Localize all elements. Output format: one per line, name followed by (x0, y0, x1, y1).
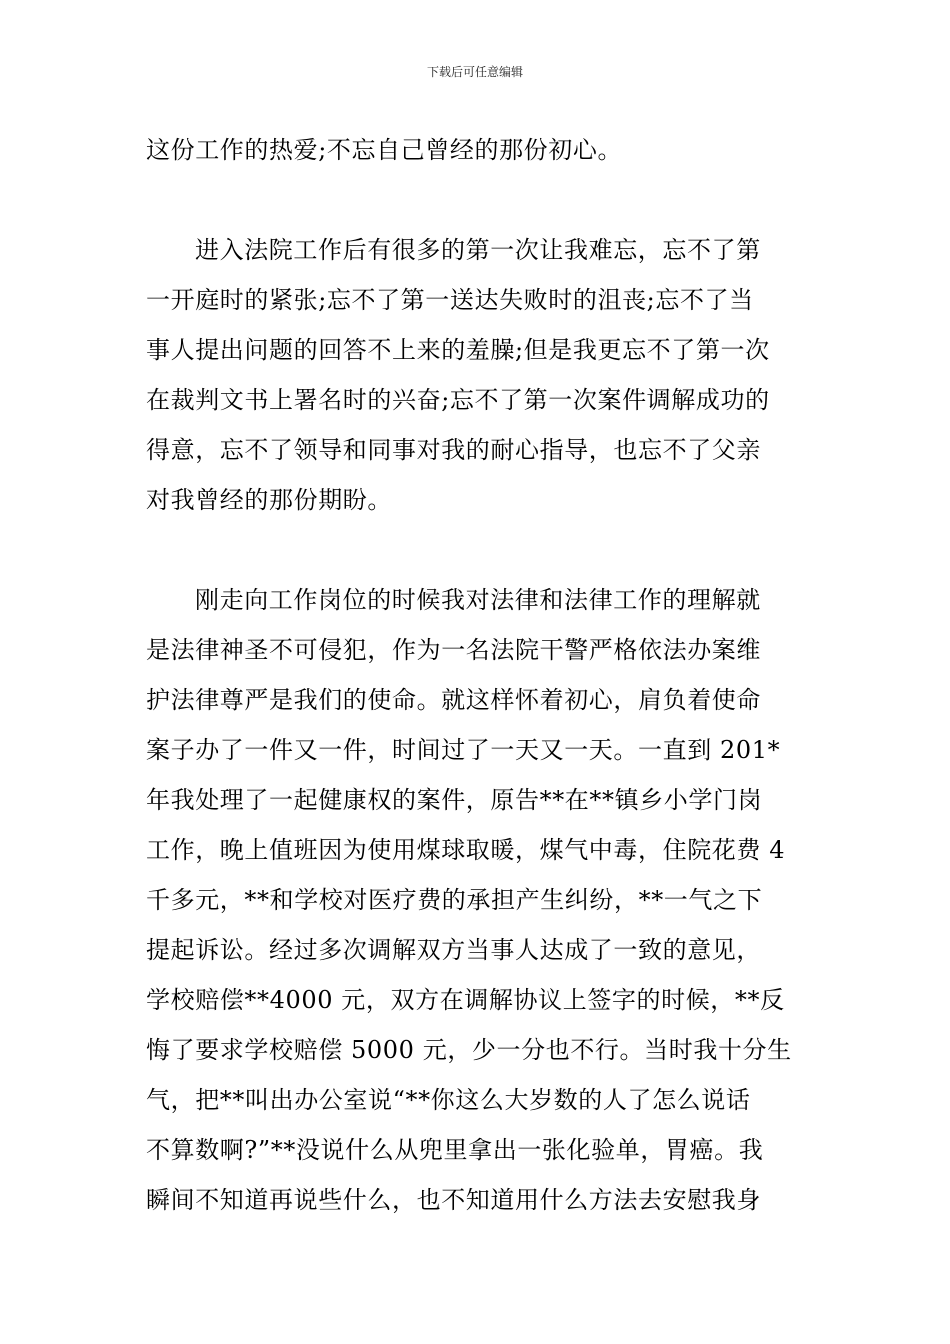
text-line: 学校赔偿**4000 元，双方在调解协议上签字的时候，**反 (146, 986, 785, 1014)
text-line: 刚走向工作岗位的时候我对法律和法律工作的理解就 (195, 586, 761, 614)
text-line: 案子办了一件又一件，时间过了一天又一天。一直到 201* (146, 736, 781, 764)
text-line: 悔了要求学校赔偿 5000 元，少一分也不行。当时我十分生 (146, 1036, 792, 1064)
text-line: 年我处理了一起健康权的案件，原告**在**镇乡小学门岗 (146, 786, 763, 814)
text-line: 工作，晚上值班因为使用煤球取暖，煤气中毒，住院花费 4 (146, 836, 786, 864)
text-line: 提起诉讼。经过多次调解双方当事人达成了一致的意见， (146, 936, 761, 964)
text-line: 千多元，**和学校对医疗费的承担产生纠纷，**一气之下 (146, 886, 763, 914)
text-line: 是法律神圣不可侵犯，作为一名法院干警严格依法办案维 (146, 636, 761, 664)
text-line: 不算数啊?”**没说什么从兜里拿出一张化验单，胃癌。我 (146, 1136, 764, 1164)
text-line: 得意，忘不了领导和同事对我的耐心指导，也忘不了父亲 (146, 436, 761, 464)
text-line: 进入法院工作后有很多的第一次让我难忘，忘不了第 (195, 236, 761, 264)
text-line: 事人提出问题的回答不上来的羞臊;但是我更忘不了第一次 (146, 336, 770, 364)
text-line: 这份工作的热爱;不忘自己曾经的那份初心。 (146, 136, 623, 164)
text-line: 在裁判文书上署名时的兴奋;忘不了第一次案件调解成功的 (146, 386, 770, 414)
text-line: 瞬间不知道再说些什么，也不知道用什么方法去安慰我身 (146, 1186, 761, 1214)
page-header: 下载后可任意编辑 (426, 65, 523, 79)
text-line: 护法律尊严是我们的使命。就这样怀着初心，肩负着使命 (146, 686, 761, 714)
text-line: 对我曾经的那份期盼。 (146, 486, 392, 514)
text-line: 一开庭时的紧张;忘不了第一送达失败时的沮丧;忘不了当 (146, 286, 754, 314)
text-line: 气，把**叫出办公室说“**你这么大岁数的人了怎么说话 (146, 1086, 751, 1114)
